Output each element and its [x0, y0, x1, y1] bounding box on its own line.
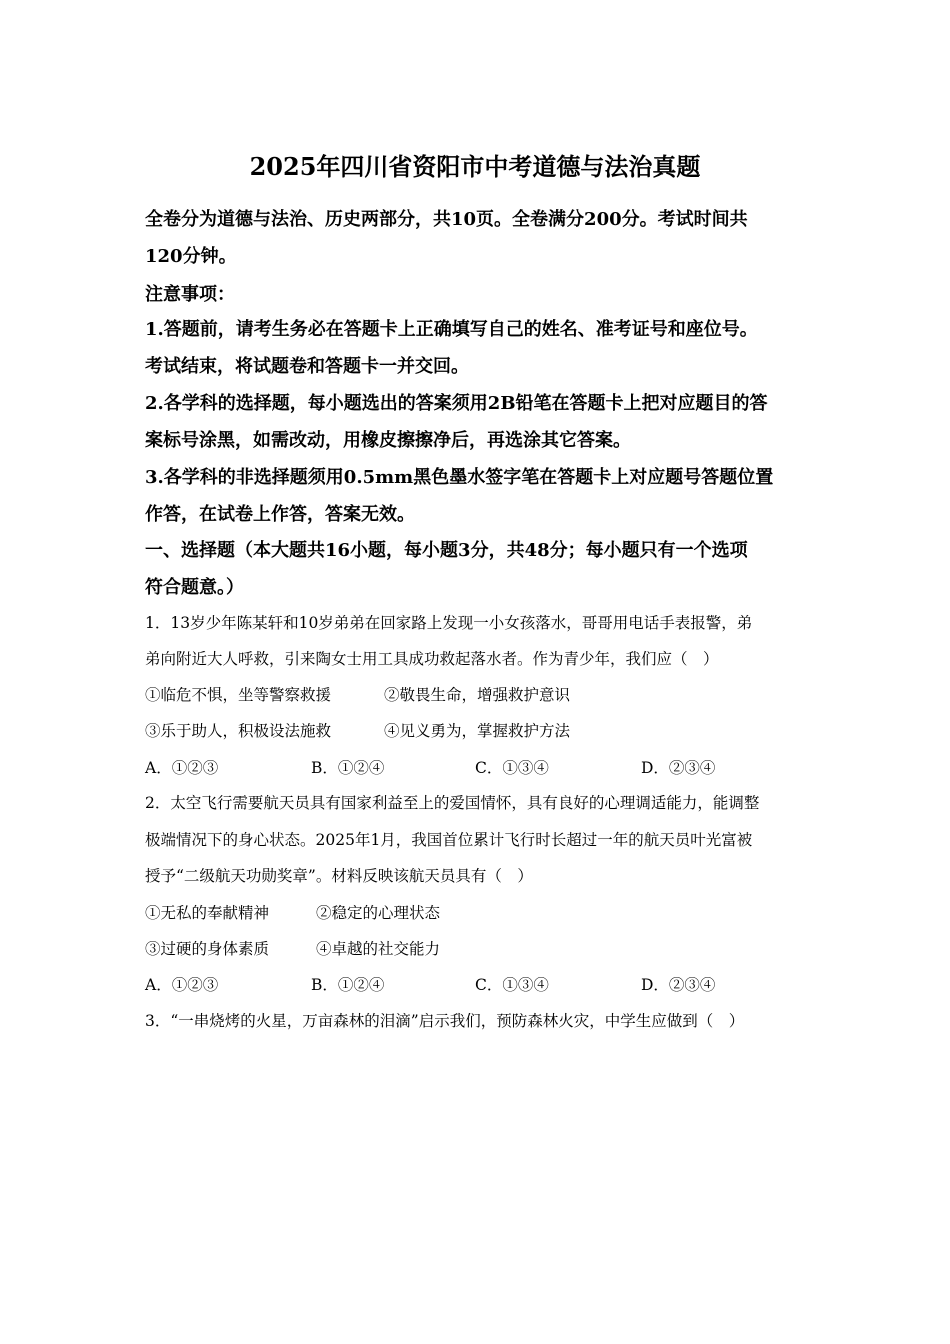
- notice-item-2-line-2: 案标号涂黑，如需改动，用橡皮擦擦净后，再选涂其它答案。: [145, 430, 631, 451]
- q2-option-d: D．②③④: [641, 976, 716, 994]
- q2-statement-3: ③过硬的身体素质: [145, 940, 270, 958]
- page-title: 2025年四川省资阳市中考道德与法治真题: [249, 152, 701, 181]
- q1-option-c: C．①③④: [475, 759, 549, 777]
- q1-option-b: B．①②④: [311, 759, 385, 777]
- q2-stem-line-3: 授予“二级航天功勋奖章”。材料反映该航天员具有（ ）: [145, 867, 533, 885]
- q2-stem-line-1: 2．太空飞行需要航天员具有国家利益至上的爱国情怀，具有良好的心理调适能力，能调整: [145, 794, 760, 812]
- q1-statement-3: ③乐于助人，积极设法施救: [145, 722, 332, 740]
- q1-statement-2: ②敬畏生命，增强救护意识: [384, 686, 571, 704]
- q1-stem-line-2: 弟向附近大人呼救，引来陶女士用工具成功救起落水者。作为青少年，我们应（ ）: [145, 650, 719, 668]
- notice-item-3-line-1: 3.各学科的非选择题须用0.5mm黑色墨水签字笔在答题卡上对应题号答题位置: [145, 467, 774, 488]
- q1-statement-4: ④见义勇为，掌握救护方法: [384, 722, 571, 740]
- section-1-heading-line-1: 一、选择题（本大题共16小题，每小题3分，共48分；每小题只有一个选项: [145, 540, 748, 561]
- notice-item-3-line-2: 作答，在试卷上作答，答案无效。: [145, 504, 415, 525]
- notice-item-1-line-1: 1.答题前，请考生务必在答题卡上正确填写自己的姓名、准考证号和座位号。: [145, 319, 758, 340]
- q2-option-c: C．①③④: [475, 976, 549, 994]
- intro-line-2: 120分钟。: [145, 246, 237, 267]
- q2-option-a: A．①②③: [145, 976, 219, 994]
- notice-item-1-line-2: 考试结束，将试题卷和答题卡一并交回。: [145, 356, 469, 377]
- q2-stem-line-2: 极端情况下的身心状态。2025年1月，我国首位累计飞行时长超过一年的航天员叶光富被: [145, 831, 753, 849]
- q2-statement-4: ④卓越的社交能力: [316, 940, 441, 958]
- q3-stem-line-1: 3．“一串烧烤的火星，万亩森林的泪滴”启示我们，预防森林火灾，中学生应做到（ ）: [145, 1012, 745, 1030]
- notice-heading: 注意事项：: [145, 284, 235, 305]
- q2-statement-2: ②稳定的心理状态: [316, 904, 441, 922]
- q1-stem-line-1: 1．13岁少年陈某轩和10岁弟弟在回家路上发现一小女孩落水，哥哥用电话手表报警，弟: [145, 614, 753, 632]
- intro-line-1: 全卷分为道德与法治、历史两部分，共10页。全卷满分200分。考试时间共: [145, 209, 748, 230]
- section-1-heading-line-2: 符合题意。）: [145, 577, 244, 598]
- q1-statement-1: ①临危不惧，坐等警察救援: [145, 686, 332, 704]
- q1-option-d: D．②③④: [641, 759, 716, 777]
- q2-statement-1: ①无私的奉献精神: [145, 904, 270, 922]
- q2-option-b: B．①②④: [311, 976, 385, 994]
- notice-item-2-line-1: 2.各学科的选择题，每小题选出的答案须用2B铅笔在答题卡上把对应题目的答: [145, 393, 768, 414]
- q1-option-a: A．①②③: [145, 759, 219, 777]
